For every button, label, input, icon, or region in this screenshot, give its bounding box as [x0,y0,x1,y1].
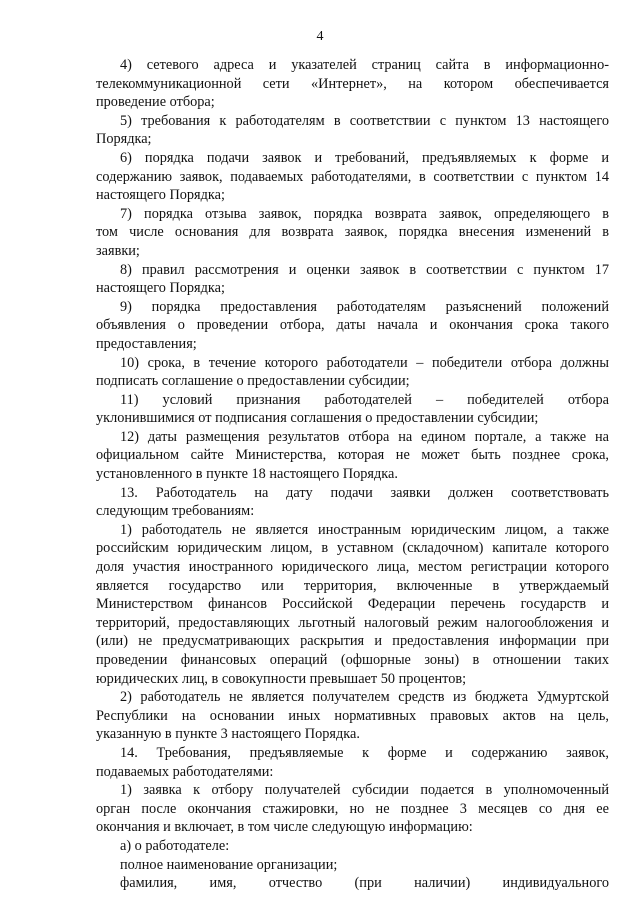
text-line: проведении финансовых операций (офшорные зоны) в отношении таких [96,652,609,668]
text-line: официальном сайте Министерства, которая не может быть позднее срока, [96,447,609,464]
text-line: юридических лиц, в совокупности превышает 50 процентов; [96,670,467,687]
text-line: 6) порядка подачи заявок и требований, предъявляемых к форме и [120,149,609,166]
text-line: 12) даты размещения результатов отбора на едином портале, а также на [120,428,609,445]
text-line: уклонившимися от подписания соглашения о предоставлении субсидии; [96,410,539,427]
text-line: 5) требования к работодателям в соответствии с пунктом 13 настоящего [120,112,609,129]
text-line: объявления о проведении отбора, даты начала и окончания срока такого [96,317,609,334]
text-line: Порядка; [96,131,152,148]
page-number: 4 [316,29,324,44]
text-line: фамилия, имя, отчество (при наличии) индивидуального [120,875,609,892]
text-line: окончания и включает, в том числе следующую информацию: [96,819,473,836]
text-line: 1) работодатель не является иностранным юридическим лицом, а также [120,521,609,538]
text-line: содержанию заявок, подаваемых работодателями, в соответствии с пунктом 14 [96,168,609,185]
text-line: 7) порядка отзыва заявок, порядка возврата заявок, определяющего в [120,205,609,222]
text-line: следующим требованиям: [96,503,255,520]
text-line: 4) сетевого адреса и указателей страниц сайта в информационно- [120,57,609,73]
text-line: настоящего Порядка; [96,280,225,297]
text-line: (или) не предусматривающих раскрытия и предоставления информации при [96,633,609,650]
text-line: том числе основания для возврата заявок, порядка внесения изменений в [96,224,609,241]
text-line: 9) порядка предоставления работодателям разъяснений положений [120,298,609,315]
text-line: полное наименование организации; [120,856,338,873]
text-line: указанную в пункте 3 настоящего Порядка. [96,726,360,743]
text-line: проведение отбора; [96,94,215,111]
text-line: телекоммуникационной сети «Интернет», на котором обеспечивается [96,75,609,92]
text-line: 11) условий признания работодателей – победителей отбора [120,391,609,408]
text-line: территорий, предоставляющих льготный налоговый режим налогообложения и [96,614,609,631]
text-line: подписать соглашение о предоставлении субсидии; [96,373,410,390]
text-line: 2) работодатель не является получателем средств из бюджета Удмуртской [120,689,609,706]
text-line: установленного в пункте 18 настоящего Порядка. [96,466,398,483]
text-line: 14. Требования, предъявляемые к форме и содержанию заявок, [120,744,609,761]
text-line: 1) заявка к отбору получателей субсидии подается в уполномоченный [120,782,609,799]
text-line: 8) правил рассмотрения и оценки заявок в соответствии с пунктом 17 [120,261,609,278]
text-line: подаваемых работодателями: [96,763,274,780]
text-line: Республики на основании иных нормативных правовых актов на цель, [96,707,609,724]
text-line: заявки; [96,242,140,259]
document-body [96,56,609,893]
text-line: является государство или территория, включенные в утверждаемый [96,577,609,594]
text-line: 10) срока, в течение которого работодатели – победители отбора должны [120,354,609,371]
text-line: российским юридическим лицом, в уставном (складочном) капитале которого [96,540,609,557]
text-line: а) о работодателе: [120,837,230,854]
text-line: предоставления; [96,335,197,352]
text-line: 13. Работодатель на дату подачи заявки должен соответствовать [120,484,609,501]
text-line: настоящего Порядка; [96,187,225,204]
text-line: орган после окончания стажировки, но не позднее 3 месяцев со дня ее [96,800,609,817]
text-line: доля участия иностранного юридического лица, местом регистрации которого [96,559,609,576]
text-line: Министерством финансов Российской Федерации перечень государств и [96,596,609,613]
